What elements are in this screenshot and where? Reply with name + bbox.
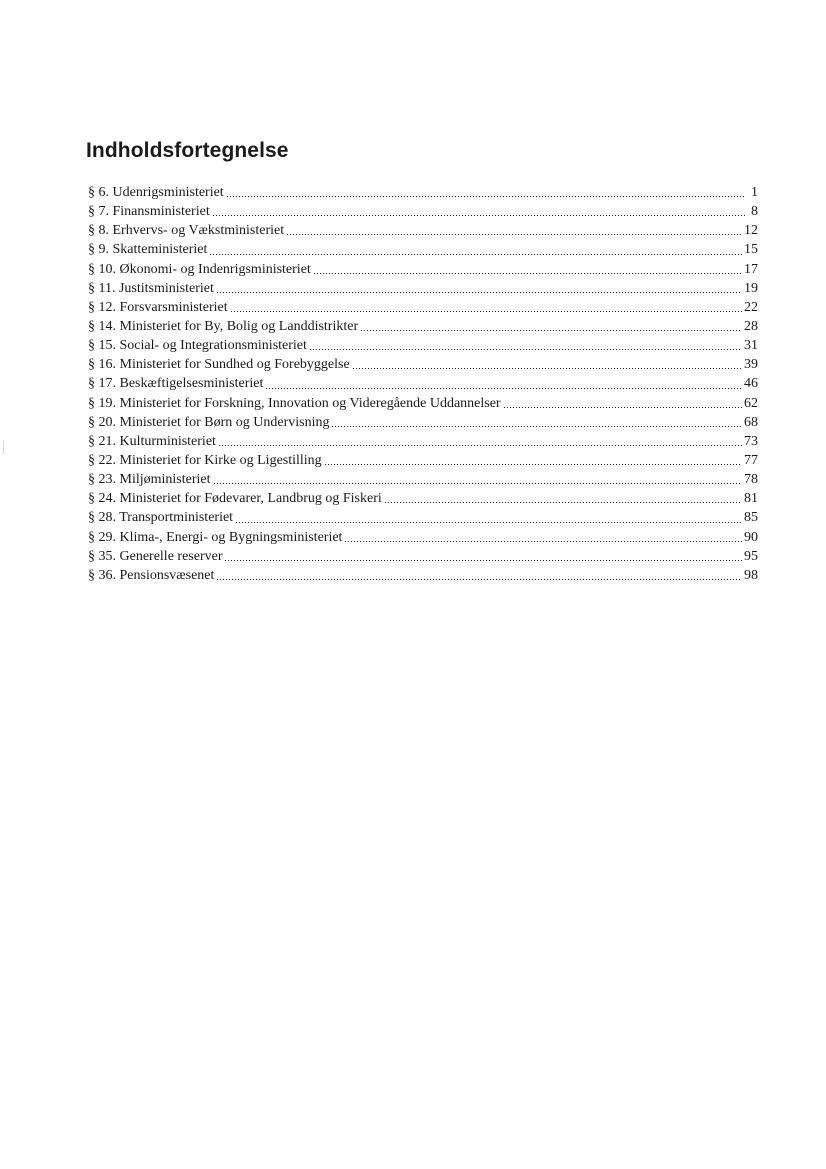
margin-mark [3, 440, 4, 454]
toc-entry [88, 413, 758, 432]
toc-entry-page-number: 22 [744, 299, 758, 315]
dot-leader [265, 388, 742, 389]
toc-entry [88, 336, 758, 355]
toc-entry [88, 470, 758, 489]
dot-leader [213, 483, 743, 484]
toc-entry [88, 394, 758, 413]
dot-leader [226, 196, 746, 197]
dot-leader [216, 292, 742, 293]
toc-entry [88, 508, 758, 527]
toc-entry [88, 355, 758, 374]
toc-entry-title: § 29. Klima-, Energi- og Bygningsministeriet [88, 529, 343, 545]
dot-leader [503, 407, 742, 408]
toc-entry-title: § 8. Erhvervs- og Vækstministeriet [88, 223, 285, 239]
toc-entry-title: § 17. Beskæftigelsesministeriet [88, 376, 264, 392]
dot-leader [344, 541, 742, 542]
toc-entry-page-number: 8 [751, 204, 758, 220]
toc-entry-title: § 10. Økonomi- og Indenrigsministeriet [88, 261, 311, 277]
toc-entry-page-number: 85 [744, 510, 758, 526]
toc-entry-title: § 24. Ministeriet for Fødevarer, Landbrug og Fiskeri [88, 491, 382, 507]
toc-entry [88, 566, 758, 585]
toc-entry-title: § 16. Ministeriet for Sundhed og Forebyggelse [88, 357, 350, 373]
dot-leader [324, 464, 742, 465]
toc-entry-page-number: 68 [744, 414, 758, 430]
toc-entry-title: § 14. Ministeriet for By, Bolig og Landdistrikter [88, 318, 359, 334]
dot-leader [216, 579, 742, 580]
toc-entry-page-number: 90 [744, 529, 758, 545]
toc-entry-page-number: 62 [744, 395, 758, 411]
toc-entry [88, 432, 758, 451]
toc-entry-title: § 15. Social- og Integrationsministeriet [88, 338, 307, 354]
dot-leader [360, 330, 742, 331]
toc-entry [88, 298, 758, 317]
toc-entry-title: § 12. Forsvarsministeriet [88, 299, 228, 315]
dot-leader [224, 560, 742, 561]
toc-entry-title: § 22. Ministeriet for Kirke og Ligestilling [88, 452, 322, 468]
toc-entry [88, 489, 758, 508]
dot-leader [352, 368, 742, 369]
dot-leader [286, 234, 742, 235]
toc-entry [88, 221, 758, 240]
toc-entry-page-number: 95 [744, 548, 758, 564]
toc-entry [88, 279, 758, 298]
dot-leader [209, 254, 742, 255]
toc-entry-page-number: 28 [744, 318, 758, 334]
toc-heading: Indholdsfortegnelse [86, 139, 289, 162]
toc-entry-page-number: 1 [751, 185, 758, 200]
toc-entry [88, 202, 758, 221]
toc-entry [88, 528, 758, 547]
toc-entry [88, 451, 758, 470]
toc-entry [88, 317, 758, 336]
toc-entry [88, 240, 758, 259]
toc-entry-page-number: 17 [744, 261, 758, 277]
toc-entry-title: § 6. Udenrigsministeriet [88, 185, 224, 200]
dot-leader [384, 502, 742, 503]
toc-entry-page-number: 39 [744, 357, 758, 373]
toc-entry-title: § 7. Finansministeriet [88, 204, 210, 220]
toc-entry-title: § 28. Transportministeriet [88, 510, 234, 526]
dot-leader [230, 311, 742, 312]
table-of-contents [88, 183, 758, 585]
toc-entry-page-number: 73 [744, 433, 758, 449]
dot-leader [235, 522, 742, 523]
toc-entry-title: § 36. Pensionsvæsenet [88, 567, 215, 583]
dot-leader [309, 349, 742, 350]
toc-entry-page-number: 12 [744, 223, 758, 239]
toc-entry-page-number: 81 [744, 491, 758, 507]
toc-entry-title: § 19. Ministeriet for Forskning, Innovation og Videregående Uddannelser [88, 395, 501, 411]
dot-leader [331, 426, 742, 427]
toc-entry [88, 374, 758, 393]
toc-entry [88, 183, 758, 202]
toc-entry-title: § 35. Generelle reserver [88, 548, 223, 564]
toc-entry [88, 260, 758, 279]
dot-leader [218, 445, 742, 446]
toc-entry-title: § 20. Ministeriet for Børn og Undervisning [88, 414, 330, 430]
dot-leader [313, 273, 742, 274]
toc-entry-title: § 23. Miljøministeriet [88, 472, 211, 488]
toc-entry-page-number: 19 [744, 280, 758, 296]
toc-entry-page-number: 46 [744, 376, 758, 392]
toc-entry-title: § 11. Justitsministeriet [88, 280, 214, 296]
toc-entry [88, 547, 758, 566]
toc-entry-page-number: 77 [744, 452, 758, 468]
toc-entry-title: § 9. Skatteministeriet [88, 242, 208, 258]
toc-entry-page-number: 78 [744, 472, 758, 488]
toc-entry-title: § 21. Kulturministeriet [88, 433, 216, 449]
toc-entry-page-number: 15 [744, 242, 758, 258]
dot-leader [212, 215, 746, 216]
toc-entry-page-number: 31 [744, 338, 758, 354]
toc-entry-page-number: 98 [744, 567, 758, 583]
